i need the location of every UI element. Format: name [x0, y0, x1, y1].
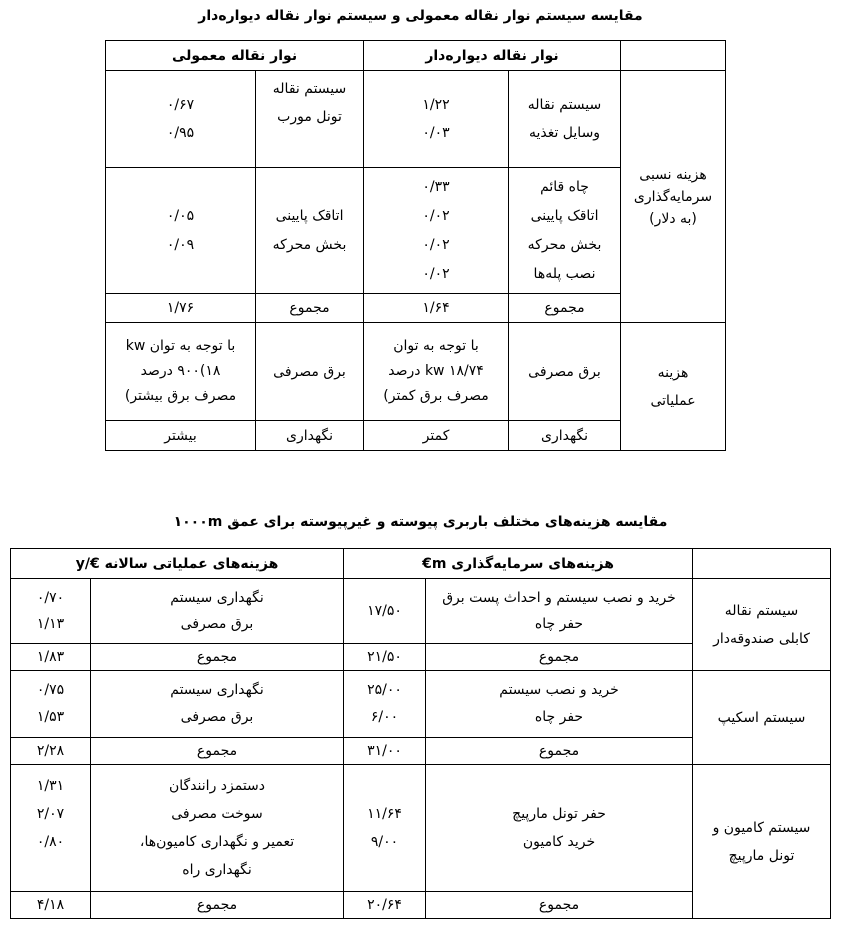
capital-items: حفر تونل مارپیچ خرید کامیون: [426, 765, 693, 892]
system-name-truck: سیستم کامیون و تونل مارپیچ: [693, 765, 831, 919]
normal-total-label: مجموع: [256, 294, 364, 323]
system-name-cable: سیستم نقاله کابلی صندوقه‌دار: [693, 579, 831, 671]
operating-values: ۱/۳۱ ۲/۰۷ ۰/۸۰: [11, 765, 91, 892]
operating-total-value: ۲/۲۸: [11, 738, 91, 765]
operating-values: ۰/۷۰ ۱/۱۳: [11, 579, 91, 644]
walled-power-note: با توجه به توان ۱۸/۷۴ kw درصد مصرف برق کمتر): [364, 323, 509, 421]
header-capital-costs: هزینه‌های سرمایه‌گذاری m€: [344, 549, 693, 579]
normal-equipment-items: اتاقک پایینی بخش محرکه: [256, 168, 364, 294]
capital-total-value: ۳۱/۰۰: [344, 738, 426, 765]
walled-conveyor-values: ۱/۲۲ ۰/۰۳: [364, 71, 509, 168]
normal-conveyor-items: سیستم نقاله تونل مورب: [256, 71, 364, 168]
capital-total-label: مجموع: [426, 892, 693, 919]
normal-total-value: ۱/۷۶: [106, 294, 256, 323]
capital-values: ۲۵/۰۰ ۶/۰۰: [344, 671, 426, 738]
operating-items: نگهداری سیستم برق مصرفی: [91, 579, 344, 644]
walled-power-label: برق مصرفی: [509, 323, 621, 421]
capital-total-label: مجموع: [426, 738, 693, 765]
walled-equipment-values: ۰/۳۳ ۰/۰۲ ۰/۰۲ ۰/۰۲: [364, 168, 509, 294]
table2-title: مقایسه هزینه‌های مختلف باربری پیوسته و غیرپیوسته برای عمق ۱۰۰۰m: [173, 514, 668, 530]
walled-total-value: ۱/۶۴: [364, 294, 509, 323]
capital-total-value: ۲۰/۶۴: [344, 892, 426, 919]
capital-cost-label: هزینه نسبی سرمایه‌گذاری (به دلار): [621, 71, 726, 323]
haulage-cost-table: [10, 548, 831, 919]
operating-items: نگهداری سیستم برق مصرفی: [91, 671, 344, 738]
system-name-skip: سیستم اسکیپ: [693, 671, 831, 765]
corner-cell-2: [693, 549, 831, 579]
capital-values: ۱۷/۵۰: [344, 579, 426, 644]
walled-maintenance-label: نگهداری: [509, 421, 621, 451]
walled-maintenance-value: کمتر: [364, 421, 509, 451]
operating-total-label: مجموع: [91, 892, 344, 919]
operating-total-value: ۴/۱۸: [11, 892, 91, 919]
operating-total-label: مجموع: [91, 738, 344, 765]
normal-maintenance-label: نگهداری: [256, 421, 364, 451]
normal-power-label: برق مصرفی: [256, 323, 364, 421]
operating-total-value: ۱/۸۳: [11, 644, 91, 671]
normal-conveyor-values: ۰/۶۷ ۰/۹۵: [106, 71, 256, 168]
header-walled: نوار نقاله دیواره‌دار: [364, 41, 621, 71]
header-operating-costs: هزینه‌های عملیاتی سالانه €/y: [11, 549, 344, 579]
operating-values: ۰/۷۵ ۱/۵۳: [11, 671, 91, 738]
normal-maintenance-value: بیشتر: [106, 421, 256, 451]
capital-total-label: مجموع: [426, 644, 693, 671]
walled-equipment-items: چاه قائم اتاقک پایینی بخش محرکه نصب پله‌ها: [509, 168, 621, 294]
table1-title: مقایسه سیستم نوار نقاله معمولی و سیستم نوار نقاله دیواره‌دار: [198, 8, 643, 24]
operating-cost-label: هزینه عملیاتی: [621, 323, 726, 451]
corner-cell: [621, 41, 726, 71]
capital-items: خرید و نصب سیستم و احداث پست برق حفر چاه: [426, 579, 693, 644]
capital-total-value: ۲۱/۵۰: [344, 644, 426, 671]
capital-values: ۱۱/۶۴ ۹/۰۰: [344, 765, 426, 892]
capital-items: خرید و نصب سیستم حفر چاه: [426, 671, 693, 738]
walled-conveyor-items: سیستم نقاله وسایل تغذیه: [509, 71, 621, 168]
normal-power-note: با توجه به توان kw ۱۸)۹۰۰ درصد مصرف برق بیشتر): [106, 323, 256, 421]
walled-total-label: مجموع: [509, 294, 621, 323]
header-normal: نوار نقاله معمولی: [106, 41, 364, 71]
operating-items: دستمزد رانندگان سوخت مصرفی تعمیر و نگهداری کامیون‌ها، نگهداری راه: [91, 765, 344, 892]
conveyor-comparison-table: [105, 40, 726, 451]
operating-total-label: مجموع: [91, 644, 344, 671]
normal-equipment-values: ۰/۰۵ ۰/۰۹: [106, 168, 256, 294]
